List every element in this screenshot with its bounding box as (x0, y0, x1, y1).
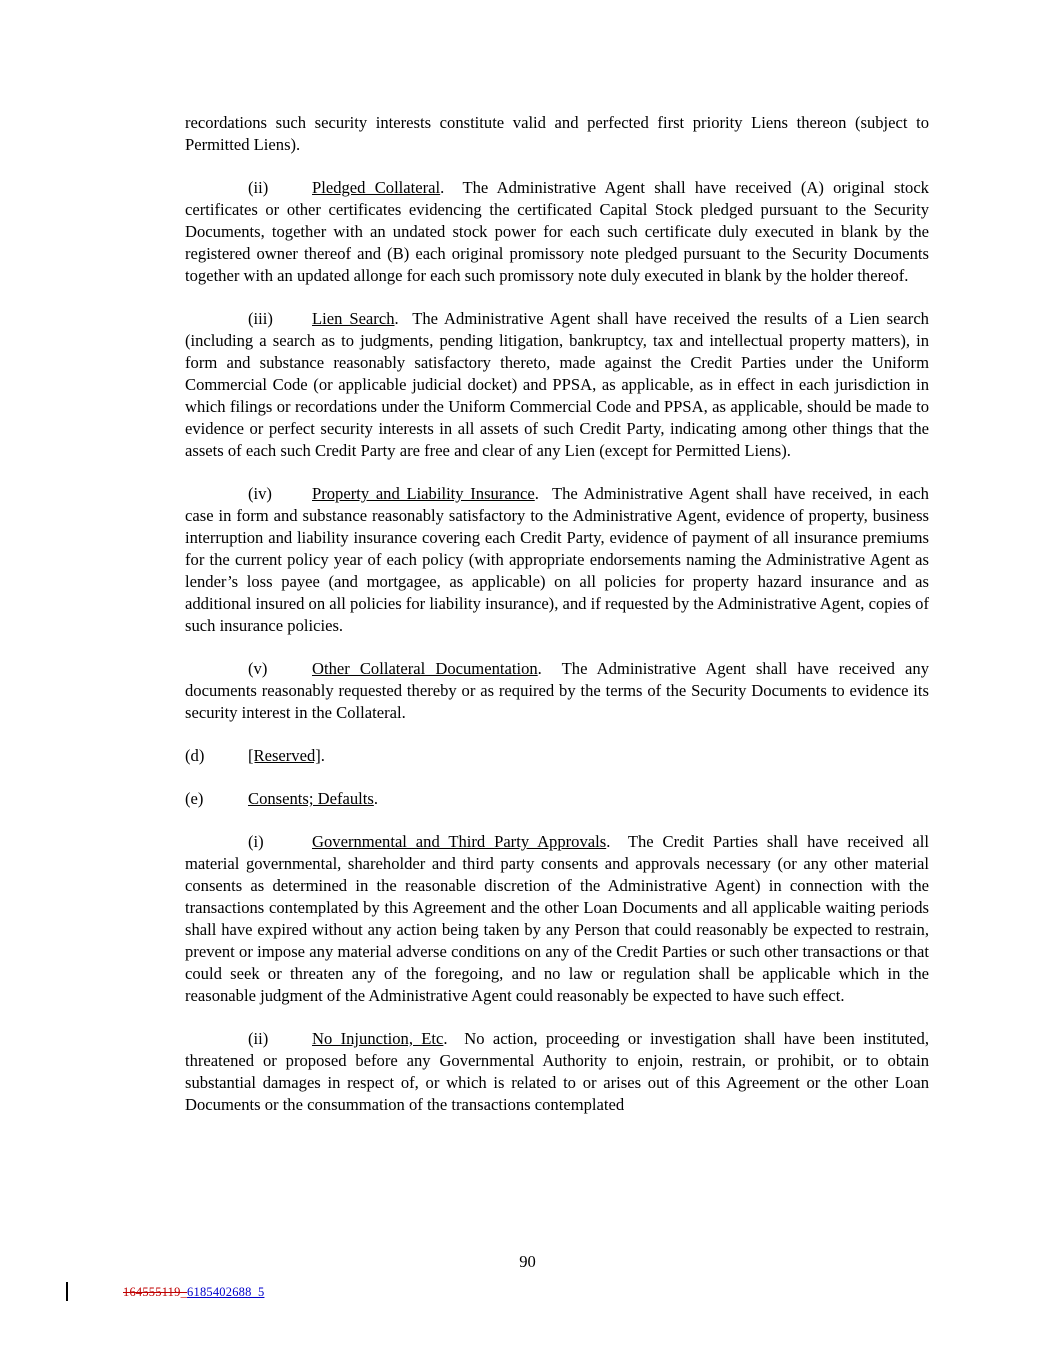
clause-label: (i) (248, 832, 264, 851)
clause-body: The Credit Parties shall have received all material governmental, shareholder and third party consents and approvals necessary (or any other material consents as determined in the reasonable discretion of the Administrative Agent) in connection with the transactions contemplated by this Agreement and the other Loan Documents and all applicable waiting periods shall have expired without any action being taken by any Person that could reasonably be expected to restrain, prevent or impose any material adverse conditions on any of the Credit Parties or such other transactions or that could seek or threaten any of the foregoing, and no law or regulation shall be applicable which in the reasonable judgment of the Administrative Agent could reasonably be expected to have such effect. (185, 832, 929, 1005)
paragraph-body: recordations such security interests constitute valid and perfected first priority Liens thereon (subject to Permitted Liens). (185, 113, 929, 154)
clause-separator: . (440, 178, 463, 197)
clause-heading: Pledged Collateral (312, 178, 441, 197)
document-id-new: 6185402688_5 (187, 1285, 265, 1299)
clause-heading: Lien Search (312, 309, 395, 328)
document-id-stamp (123, 1285, 264, 1300)
page-number: 90 (519, 1252, 536, 1271)
clause-separator: . (534, 484, 552, 503)
clause-label: (ii) (248, 178, 269, 197)
clause-heading: Governmental and Third Party Approvals (312, 832, 607, 851)
clause-body: The Administrative Agent shall have received, in each case in form and substance reasonably satisfactory to the Administrative Agent, evidence of property, business interruption and liability insurance covering each Credit Party, evidence of payment of all insurance premiums for the current policy year of each policy (with appropriate endorsements naming the Administrative Agent as lender’s loss payee (and mortgagee, as applicable) on all policies for property hazard insurance and as additional insured on all policies for liability insurance), and if requested by the Administrative Agent, copies of such insurance policies. (185, 484, 929, 635)
clause-label: (v) (248, 659, 268, 678)
clause-paragraph-ii-pledged-collateral (185, 177, 929, 287)
clause-separator: . (537, 659, 562, 678)
clause-separator: . (394, 309, 413, 328)
clause-label: (iv) (248, 484, 272, 503)
clause-separator: . (443, 1029, 465, 1048)
clause-heading: Consents; Defaults (248, 789, 374, 808)
change-bar (66, 1282, 68, 1301)
clause-paragraph-iv-property-liability-insurance (185, 483, 929, 637)
document-id-old: 164555119_ (123, 1285, 188, 1299)
continuation-paragraph (185, 112, 929, 156)
clause-body: No action, proceeding or investigation shall have been instituted, threatened or proposed before any Governmental Authority to enjoin, restrain, or prohibit, or to obtain substantial damages in respect of, or which is related to or arises out of this Agreement or the other Loan Documents or the consummation of the transactions contemplated (185, 1029, 929, 1114)
clause-body: The Administrative Agent shall have received any documents reasonably requested thereby or as required by the terms of the Security Documents to evidence its security interest in the Collateral. (185, 659, 929, 722)
clause-label: (e) (185, 789, 204, 808)
clause-separator: . (373, 789, 378, 808)
clause-heading: No Injunction, Etc (312, 1029, 444, 1048)
clause-paragraph-i-governmental-third-party-approvals (185, 831, 929, 1007)
clause-label: (iii) (248, 309, 273, 328)
clause-paragraph-v-other-collateral-documentation (185, 658, 929, 724)
clause-body: The Administrative Agent shall have received the results of a Lien search (including a search as to judgments, pending litigation, bankruptcy, tax and intellectual property matters), in form and substance reasonably satisfactory thereto, made against the Credit Parties under the Uniform Commercial Code (or applicable judicial docket) and PPSA, as applicable, as in effect in each jurisdiction in which filings or recordations under the Uniform Commercial Code and PPSA, as applicable, should be made to evidence or perfect security interests in all assets of such Credit Party, indicating among other things that the assets of each such Credit Party are free and clear of any Lien (except for Permitted Liens). (185, 309, 929, 460)
clause-separator: . (320, 746, 325, 765)
clause-paragraph-ii-no-injunction-etc (185, 1028, 929, 1116)
clause-heading: Property and Liability Insurance (312, 484, 535, 503)
clause-label: (ii) (248, 1029, 269, 1048)
document-body (185, 112, 929, 1116)
clause-heading: [Reserved] (248, 746, 321, 765)
clause-separator: . (606, 832, 628, 851)
clause-body: The Administrative Agent shall have received (A) original stock certificates or other certificates evidencing the certificated Capital Stock pledged pursuant to the Security Documents, together with an undated stock power for each such certificate duly executed in blank by the registered owner thereof and (B) each original promissory note pledged pursuant to the Security Documents together with an updated allonge for each such promissory note duly executed in blank by the holder thereof. (185, 178, 929, 285)
clause-label: (d) (185, 746, 205, 765)
clause-paragraph-e-consents-defaults (185, 788, 929, 810)
clause-heading: Other Collateral Documentation (312, 659, 538, 678)
clause-paragraph-d-reserved (185, 745, 929, 767)
clause-paragraph-iii-lien-search (185, 308, 929, 462)
